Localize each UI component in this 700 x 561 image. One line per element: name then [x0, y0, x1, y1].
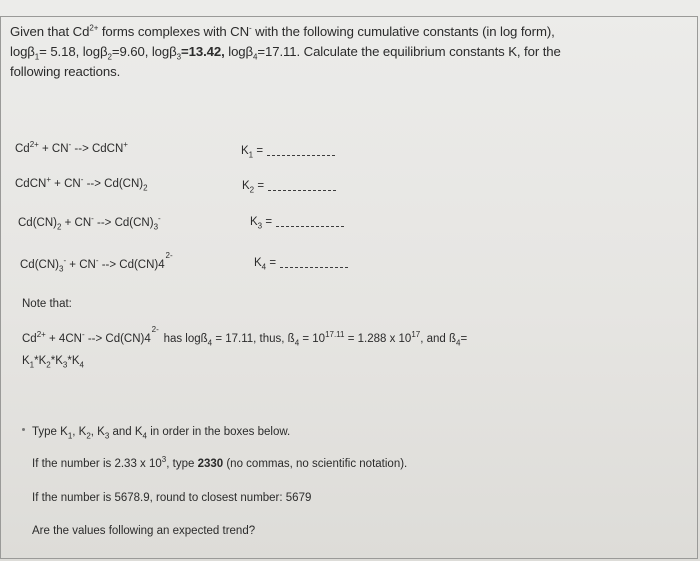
reaction-3: $Cd(CN)_2 + CN^-$ --> $Cd(CN)_3^-$	[18, 214, 161, 232]
note-heading: Note that:	[22, 298, 72, 310]
bullet-dot	[22, 428, 25, 431]
instruction-1: Type $K_1$, $K_2$, $K_3$ and $K_4$ in order in the boxes below.	[32, 426, 291, 441]
k4-answer-line[interactable]	[280, 267, 348, 268]
instruction-4: Are the values following an expected trend?	[32, 525, 256, 537]
overall-reaction: $Cd^{2+} + 4CN^-$ --> Cd(CN)4 2- has logß$_4$ = 17.11, thus, $ß_4 = 10^{17.11} = 1.288$ x $10^{17}$, and $ß_4=$	[22, 325, 468, 348]
intro-line-2: logβ$_1$= 5.18, logβ$_2$=9.60, logβ$_3$=13.42, logβ$_4$=17.11. Calculate the equilibrium constants K, for the	[10, 44, 561, 62]
k1-answer-line[interactable]	[267, 155, 335, 156]
k4-blank[interactable]: $K_4$ =	[254, 257, 348, 269]
reaction-2: CdCN+ + CN- --> $Cd(CN)_2$	[15, 175, 148, 193]
instruction-2: If the number is 2.33 x $10^3$, type 2330 (no commas, no scientific notation).	[32, 455, 408, 470]
k3-answer-line[interactable]	[276, 226, 344, 227]
intro-line-1: Given that $Cd^{2+}$ forms complexes with CN- with the following cumulative constants (in log form),	[10, 23, 555, 39]
k2-blank[interactable]: $K_2$ =	[242, 180, 336, 192]
question-intro	[10, 22, 690, 82]
k1-blank[interactable]: $K_1$ =	[241, 145, 335, 157]
product-expression: $K_1*K_2*K_3*K_4$	[22, 355, 84, 370]
instruction-3: If the number is 5678.9, round to closest number: 5679	[32, 492, 312, 504]
k3-blank[interactable]: $K_3$ =	[250, 216, 344, 228]
k2-answer-line[interactable]	[268, 190, 336, 191]
reaction-4: $Cd(CN)_3^- + CN^-$ --> Cd(CN)4 2-	[20, 251, 173, 274]
question-frame	[0, 16, 698, 559]
intro-line-3: following reactions.	[10, 64, 121, 79]
reaction-1: $Cd^{2+} + CN^-$ --> CdCN+	[15, 140, 128, 155]
